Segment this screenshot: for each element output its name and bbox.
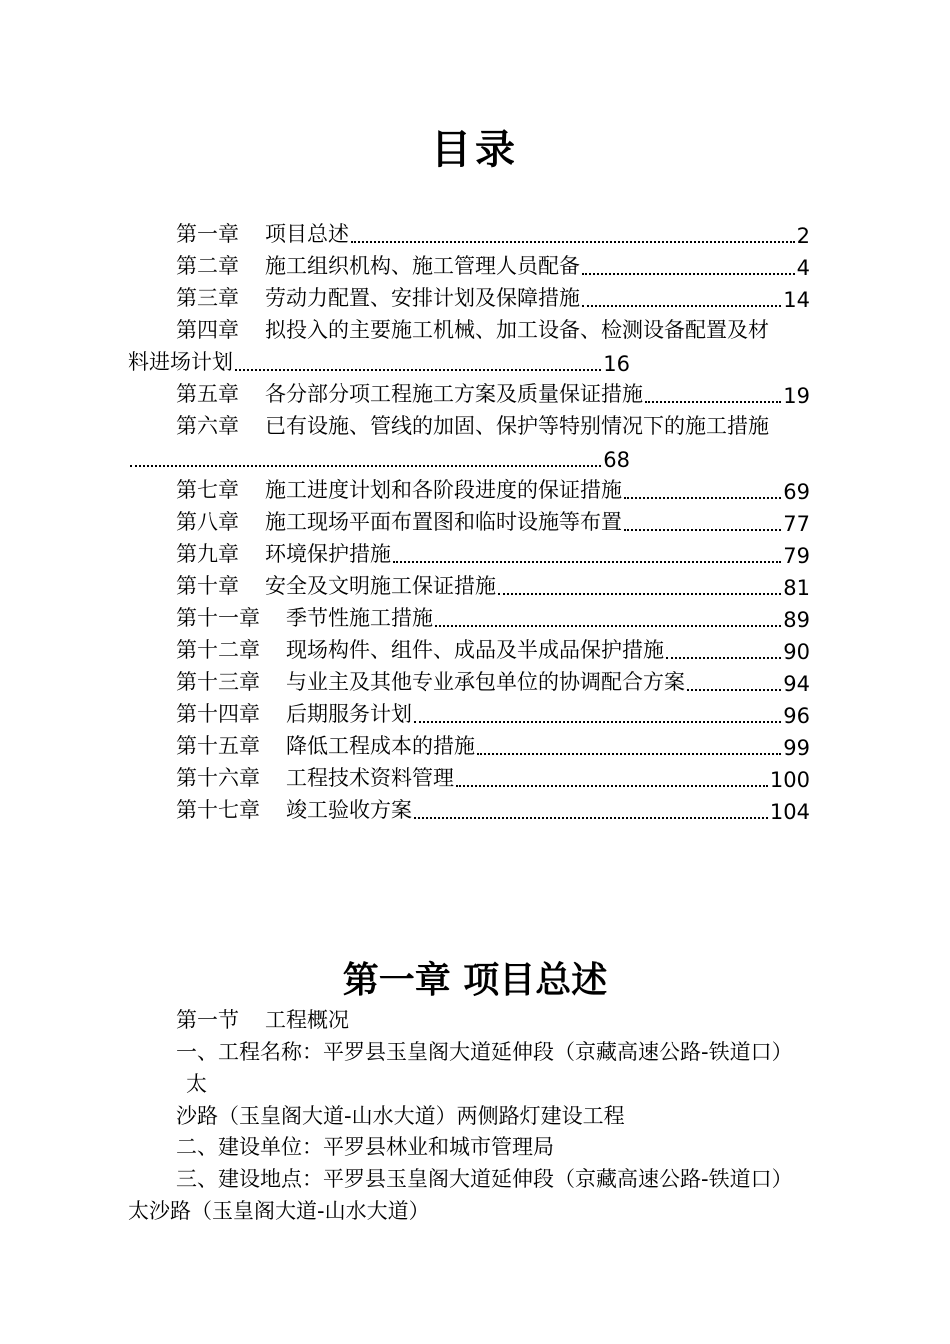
toc-entry-title: 各分部分项工程施工方案及质量保证措施 — [265, 382, 643, 406]
toc-chapter: 第十四章 — [176, 702, 260, 726]
toc-page-number: 14 — [783, 288, 810, 312]
toc-entry-title: 施工组织机构、施工管理人员配备 — [265, 254, 580, 278]
toc-chapter: 第五章 — [176, 382, 239, 406]
toc-chapter: 第十六章 — [176, 766, 260, 790]
toc-leader-dots — [624, 497, 781, 499]
toc-chapter: 第十三章 — [176, 670, 260, 694]
toc-page-number: 68 — [603, 448, 630, 472]
toc-chapter: 第七章 — [176, 478, 239, 502]
toc-entry-title: 工程技术资料管理 — [286, 766, 454, 790]
toc-entry-title: 与业主及其他专业承包单位的协调配合方案 — [286, 670, 685, 694]
toc-page-number: 4 — [796, 256, 810, 280]
toc-leader-dots — [351, 241, 795, 243]
toc-leader-dots — [582, 305, 781, 307]
body-paragraph-line: 一、工程名称：平罗县玉皇阁大道延伸段（京藏高速公路-铁道口） — [176, 1040, 793, 1064]
toc-chapter: 第十一章 — [176, 606, 260, 630]
body-paragraph-line: 太沙路（玉皇阁大道-山水大道） — [128, 1199, 430, 1223]
toc-chapter: 第九章 — [176, 542, 239, 566]
toc-entry[interactable] — [176, 698, 810, 728]
toc-page-number: 99 — [783, 736, 810, 760]
toc-page-number: 69 — [783, 480, 810, 504]
toc-leader-dots — [414, 817, 768, 819]
toc-entry[interactable] — [176, 378, 810, 408]
toc-leader-dots — [645, 401, 781, 403]
toc-entry-continuation[interactable] — [128, 346, 630, 376]
toc-entry[interactable] — [176, 218, 810, 248]
toc-chapter: 第十章 — [176, 574, 239, 598]
toc-page-number: 16 — [603, 352, 630, 376]
toc-page-number: 96 — [783, 704, 810, 728]
toc-entry-title: 已有设施、管线的加固、保护等特别情况下的施工措施 — [265, 414, 769, 438]
toc-leader-dots — [130, 465, 601, 467]
body-paragraph-line: 二、建设单位：平罗县林业和城市管理局 — [176, 1135, 554, 1159]
toc-leader-dots — [435, 625, 781, 627]
toc-chapter: 第一章 — [176, 222, 239, 246]
toc-entry[interactable] — [176, 410, 769, 440]
toc-page-number: 90 — [783, 640, 810, 664]
toc-leader-dots — [456, 785, 768, 787]
toc-page-number: 77 — [783, 512, 810, 536]
toc-page-number: 89 — [783, 608, 810, 632]
toc-entry[interactable] — [176, 762, 810, 792]
toc-entry-title: 竣工验收方案 — [286, 798, 412, 822]
toc-page-number: 104 — [769, 800, 810, 824]
toc-leader-dots — [414, 721, 781, 723]
toc-leader-dots — [477, 753, 781, 755]
toc-chapter: 第三章 — [176, 286, 239, 310]
toc-entry-title: 现场构件、组件、成品及半成品保护措施 — [286, 638, 664, 662]
toc-entry-title: 安全及文明施工保证措施 — [265, 574, 496, 598]
toc-entry-title: 拟投入的主要施工机械、加工设备、检测设备配置及材 — [265, 318, 769, 342]
toc-page-number: 100 — [769, 768, 810, 792]
toc-entry[interactable] — [176, 506, 810, 536]
toc-entry[interactable] — [176, 474, 810, 504]
toc-entry-title: 后期服务计划 — [286, 702, 412, 726]
toc-page-number: 2 — [796, 224, 810, 248]
toc-entry-title: 施工进度计划和各阶段进度的保证措施 — [265, 478, 622, 502]
toc-leader-dots — [666, 657, 781, 659]
toc-leader-dots — [582, 273, 795, 275]
toc-chapter: 第六章 — [176, 414, 239, 438]
toc-entry[interactable] — [176, 570, 810, 600]
toc-entry[interactable] — [176, 282, 810, 312]
body-paragraph-line: 太 — [186, 1072, 207, 1096]
toc-entry-title: 施工现场平面布置图和临时设施等布置 — [265, 510, 622, 534]
toc-entry[interactable] — [176, 314, 769, 344]
toc-entry-title: 季节性施工措施 — [286, 606, 433, 630]
section-heading — [176, 1004, 349, 1034]
toc-leader-dots — [498, 593, 781, 595]
toc-leader-dots — [235, 369, 601, 371]
toc-entry[interactable] — [176, 730, 810, 760]
toc-entry-continuation[interactable] — [128, 442, 630, 472]
toc-leader-dots — [687, 689, 781, 691]
toc-page-number: 81 — [783, 576, 810, 600]
toc-chapter: 第十二章 — [176, 638, 260, 662]
section-label: 第一节 — [176, 1008, 239, 1032]
toc-entry-title: 环境保护措施 — [265, 542, 391, 566]
toc-entry-title-cont: 料进场计划 — [128, 350, 233, 374]
body-paragraph-line: 沙路（玉皇阁大道-山水大道）两侧路灯建设工程 — [176, 1104, 625, 1128]
toc-page-number: 19 — [783, 384, 810, 408]
toc-entry[interactable] — [176, 794, 810, 824]
chapter-heading: 第一章 项目总述 — [342, 960, 608, 1001]
toc-entry[interactable] — [176, 602, 810, 632]
toc-entry[interactable] — [176, 538, 810, 568]
toc-page-number: 94 — [783, 672, 810, 696]
toc-entry-title: 项目总述 — [265, 222, 349, 246]
toc-entry[interactable] — [176, 250, 810, 280]
toc-leader-dots — [393, 561, 781, 563]
body-paragraph-line: 三、建设地点：平罗县玉皇阁大道延伸段（京藏高速公路-铁道口） — [176, 1167, 793, 1191]
toc-chapter: 第十五章 — [176, 734, 260, 758]
toc-chapter: 第十七章 — [176, 798, 260, 822]
toc-entry[interactable] — [176, 666, 810, 696]
toc-chapter: 第四章 — [176, 318, 239, 342]
toc-entry-title: 降低工程成本的措施 — [286, 734, 475, 758]
toc-chapter: 第八章 — [176, 510, 239, 534]
toc-entry-title: 劳动力配置、安排计划及保障措施 — [265, 286, 580, 310]
toc-title: 目录 — [431, 127, 519, 173]
toc-chapter: 第二章 — [176, 254, 239, 278]
section-title: 工程概况 — [265, 1008, 349, 1032]
toc-page-number: 79 — [783, 544, 810, 568]
toc-leader-dots — [624, 529, 781, 531]
toc-entry[interactable] — [176, 634, 810, 664]
